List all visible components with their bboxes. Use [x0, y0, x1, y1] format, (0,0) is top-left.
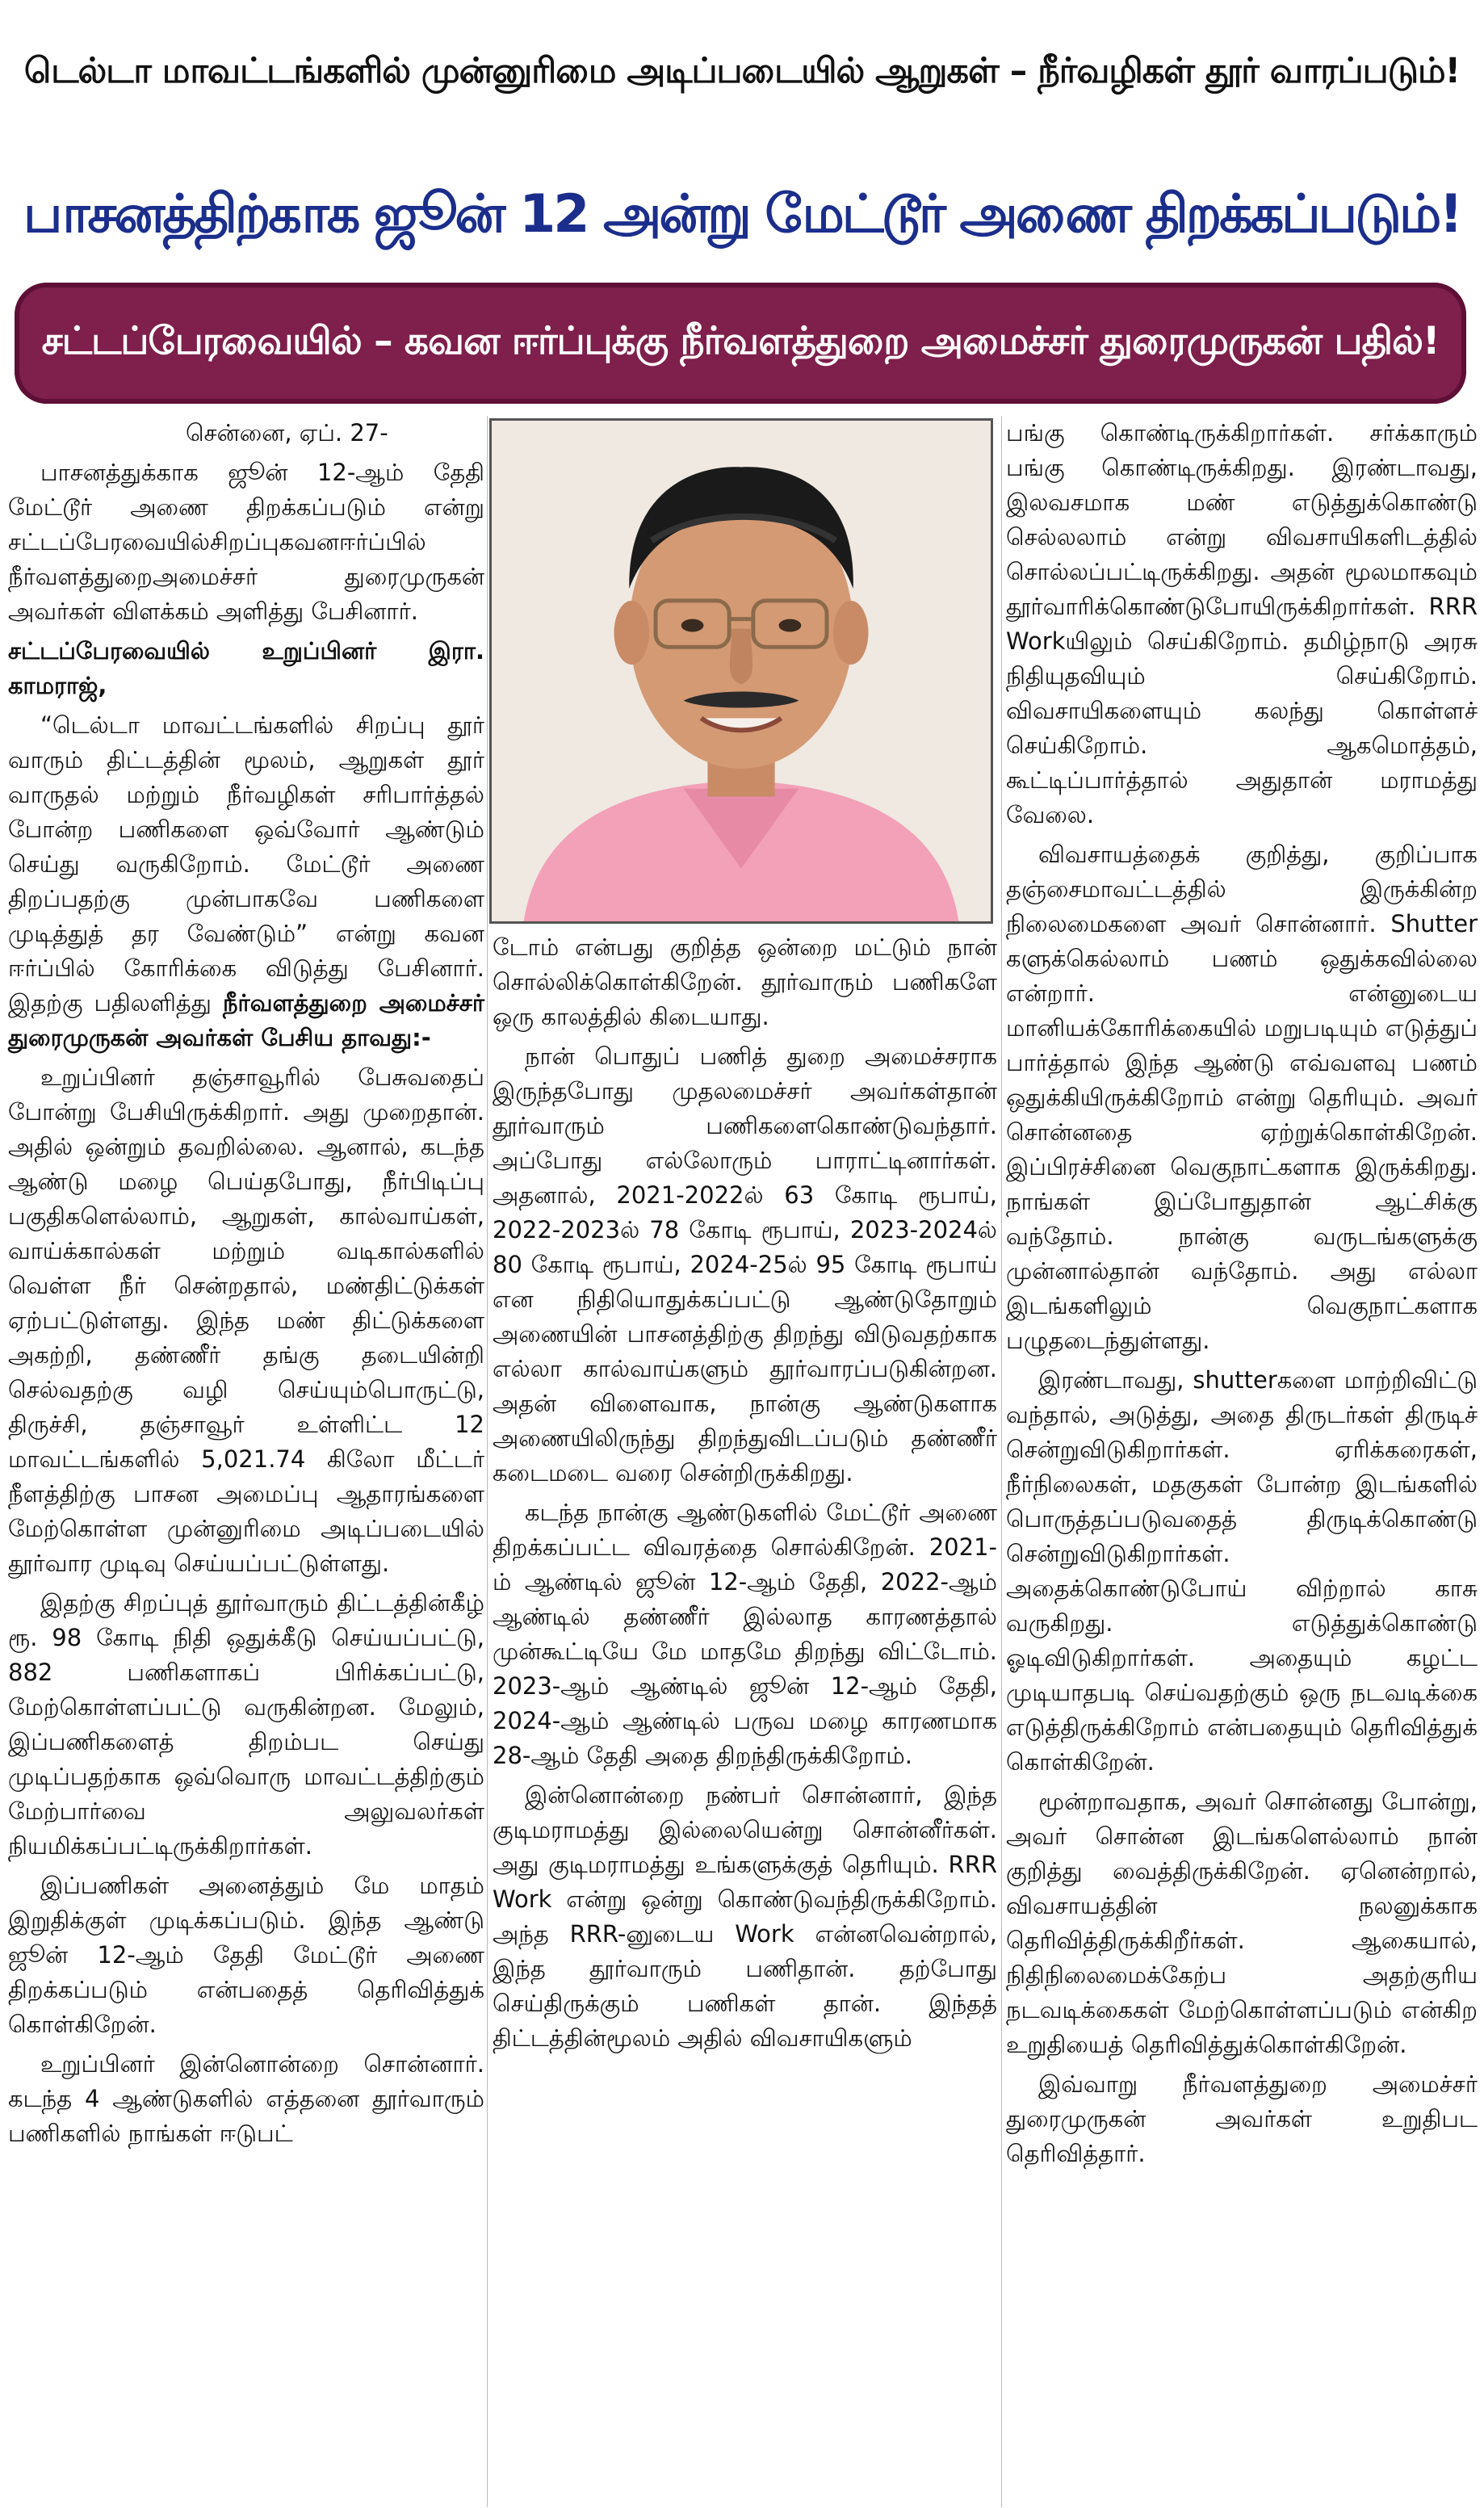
paragraph: டோம் என்பது குறித்த ஒன்றை மட்டும் நான் சொல்லிக்கொள்கிறேன். தூர்வாரும் பணிகளே ஒரு காலத்தில் கிடையாது. [493, 933, 997, 1030]
paragraph-bold [8, 634, 484, 703]
article-column-1 [8, 416, 484, 2156]
paragraph: உறுப்பினர் இன்னொன்றை சொன்னார். கடந்த 4 ஆண்டுகளில் எத்தனை தூர்வாரும் பணிகளில் நாங்கள் ஈடுபட் [8, 2050, 484, 2147]
paragraph: நான் பொதுப் பணித் துறை அமைச்சராக இருந்தபோது முதலமைச்சர் அவர்கள்தான் தூர்வாரும் பணிகளைகொண்டுவந்தார். அப்போது எல்லோரும் பாராட்டினார்கள். அதனால், 2021-2022ல் 63 கோடி ரூபாய், 2022-2023ல் 78 கோடி ரூபாய், 2023-2024ல் 80 கோடி ரூபாய், 2024-25ல் 95 கோடி ரூபாய் என நிதியொதுக்கப்பட்டு ஆண்டுதோறும் அணையின் பாசனத்திற்கு திறந்து விடுவதற்காக எல்லா கால்வாய்களும் தூர்வாரப்படுகின்றன. அதன் விளைவாக, நான்கு ஆண்டுகளாக அணையிலிருந்து திறந்துவிடப்படும் தண்ணீர் கடைமடை வரை சென்றிருக்கிறது. [493, 1042, 997, 1487]
speaker-label: சட்டப்பேரவையில் உறுப்பினர் இரா. காமராஜ், [8, 637, 484, 699]
column-rule [487, 416, 488, 2507]
kicker-headline: டெல்டா மாவட்டங்களில் முன்னுரிமை அடிப்படையில் ஆறுகள் – நீர்வழிகள் தூர் வாரப்படும்! [23, 50, 1461, 91]
paragraph: பாசனத்துக்காக ஜூன் 12-ஆம் தேதி மேட்டூர் அணை திறக்கப்படும் என்று சட்டப்பேரவையில்சிறப்புகவனஈர்ப்பில் நீர்வளத்துறைஅமைச்சர் துரைமுருகன் அவர்கள் விளக்கம் அளித்து பேசினார். [8, 459, 484, 625]
main-headline: பாசனத்திற்காக ஜூன் 12 அன்று மேட்டூர் அணை திறக்கப்படும்! [23, 184, 1461, 245]
paragraph: இன்னொன்றை நண்பர் சொன்னார், இந்த குடிமராமத்து இல்லையென்று சொன்னீர்கள். அது குடிமராமத்து உங்களுக்குத் தெரியும். RRR Work என்று ஒன்று கொண்டுவந்திருக்கிறோம். அந்த RRR-னுடைய Work என்னவென்றால், இந்த தூர்வாரும் பணிதான். தற்போது செய்திருக்கும் பணிகள் தான். இந்தத் திட்டத்தின்மூலம் அதில் விவசாயிகளும் [493, 1781, 997, 2052]
paragraph: உறுப்பினர் தஞ்சாவூரில் பேசுவதைப் போன்று பேசியிருக்கிறார். அது முறைதான். அதில் ஒன்றும் தவறில்லை. ஆனால், கடந்த ஆண்டு மழை பெய்தபோது, நீர்பிடிப்பு பகுதிகளெல்லாம், ஆறுகள், கால்வாய்கள், வாய்க்கால்கள் மற்றும் வடிகால்களில் வெள்ள நீர் சென்றதால், மண்திட்டுக்கள் ஏற்பட்டுள்ளது. இந்த மண் திட்டுக்களை அகற்றி, தண்ணீர் தங்கு தடையின்றி செல்வதற்கு வழி செய்யும்பொருட்டு, திருச்சி, தஞ்சாவூர் உள்ளிட்ட 12 மாவட்டங்களில் 5,021.74 கிலோ மீட்டர் நீளத்திற்கு பாசன அமைப்பு ஆதாரங்களை மேற்கொள்ள முன்னுரிமை அடிப்படையில் தூர்வார முடிவு செய்யப்பட்டுள்ளது. [8, 1063, 484, 1577]
column-rule [1001, 416, 1002, 2507]
paragraph: மூன்றாவதாக, அவர் சொன்னது போன்று, அவர் சொன்ன இடங்களெல்லாம் நான் குறித்து வைத்திருக்கிறேன். ஏனென்றால், விவசாயத்தின் நலனுக்காக தெரிவித்திருக்கிறீர்கள். ஆகையால், நிதிநிலைமைக்கேற்ப அதற்குரிய நடவடிக்கைகள் மேற்கொள்ளப்படும் என்கிற உறுதியைத் தெரிவித்துக்கொள்கிறேன். [1006, 1788, 1478, 2058]
paragraph: பங்கு கொண்டிருக்கிறார்கள். சர்க்காரும் பங்கு கொண்டிருக்கிறது. இரண்டாவது, இலவசமாக மண் எடுத்துக்கொண்டு செல்லலாம் என்று விவசாயிகளிடத்தில் சொல்லப்பட்டிருக்கிறது. அதன் மூலமாகவும் தூர்வாரிக்கொண்டுபோயிருக்கிறார்கள். RRR Workயிலும் செய்கிறோம். தமிழ்நாடு அரசு நிதியுதவியும் செய்கிறோம். விவசாயிகளையும் கலந்து கொள்ளச் செய்கிறோம். ஆகமொத்தம், கூட்டிப்பார்த்தால் அதுதான் மராமத்து வேலை. [1006, 419, 1478, 828]
sub-headline-band [15, 283, 1466, 404]
quote-text: “டெல்டா மாவட்டங்களில் சிறப்பு தூர் வாரும் திட்டத்தின் மூலம், ஆறுகள் தூர் வாருதல் மற்றும் நீர்வழிகள் சரிபார்த்தல் போன்ற பணிகளை ஒவ்வோர் ஆண்டும் செய்து வருகிறோம். மேட்டூர் அணை திறப்பதற்கு முன்பாகவே பணிகளை முடித்துத் தர வேண்டும்” என்று கவன ஈர்ப்பில் கோரிக்கை விடுத்து பேசினார். இதற்கு பதிலளித்து [8, 711, 484, 1017]
sub-headline-text: சட்டப்பேரவையில் – கவன ஈர்ப்புக்கு நீர்வளத்துறை அமைச்சர் துரைமுருகன் பதில்! [41, 318, 1440, 363]
speaker-label: நீர்வளத்துறை அமைச்சர் துரைமுருகன் அவர்கள் பேசிய தாவது:- [8, 989, 484, 1051]
paragraph: இதற்கு சிறப்புத் தூர்வாரும் திட்டத்தின்கீழ் ரூ. 98 கோடி நிதி ஒதுக்கீடு செய்யப்பட்டு, 882 பணிகளாகப் பிரிக்கப்பட்டு, மேற்கொள்ளப்பட்டு வருகின்றன. மேலும், இப்பணிகளைத் திறம்பட செய்து முடிப்பதற்காக ஒவ்வொரு மாவட்டத்திற்கும் மேற்பார்வை அலுவலர்கள் நியமிக்கப்பட்டிருக்கிறார்கள். [8, 1589, 484, 1860]
minister-photo [489, 418, 993, 924]
article-column-2 [493, 930, 997, 2061]
paragraph: இரண்டாவது, shutterகளை மாற்றிவிட்டு வந்தால், அடுத்து, அதை திருடர்கள் திருடிச் சென்றுவிடுகிறார்கள். ஏரிக்கரைகள், நீர்நிலைகள், மதகுகள் போன்ற இடங்களில் பொருத்தப்படுவதைத் திருடிக்கொண்டு சென்றுவிடுகிறார்கள். அதைக்கொண்டுபோய் விற்றால் காசு வருகிறது. எடுத்துக்கொண்டு ஓடிவிடுகிறார்கள். அதையும் கழட்ட முடியாதபடி செய்வதற்கும் ஒரு நடவடிக்கை எடுத்திருக்கிறோம் என்பதையும் தெரிவித்துக் கொள்கிறேன். [1006, 1366, 1478, 1776]
portrait-illustration [492, 421, 991, 921]
paragraph: விவசாயத்தைக் குறித்து, குறிப்பாக தஞ்சைமாவட்டத்தில் இருக்கின்ற நிலைமைகளை அவர் சொன்னார். Shutter களுக்கெல்லாம் பணம் ஒதுக்கவில்லை என்றார். என்னுடைய மானியக்கோரிக்கையில் மறுபடியும் எடுத்துப் பார்த்தால் இந்த ஆண்டு எவ்வளவு பணம் ஒதுக்கியிருக்கிறோம் என்று தெரியும். அவர் சொன்னதை ஏற்றுக்கொள்கிறேன். இப்பிரச்சினை வெகுநாட்களாக இருக்கிறது. நாங்கள் இப்போதுதான் ஆட்சிக்கு வந்தோம். நான்கு வருடங்களுக்கு முன்னால்தான் வந்தோம். அது எல்லா இடங்களிலும் வெகுநாட்களாக பழுதடைந்துள்ளது. [1006, 841, 1478, 1354]
paragraph: இவ்வாறு நீர்வளத்துறை அமைச்சர் துரைமுருகன் அவர்கள் உறுதிபட தெரிவித்தார். [1006, 2070, 1478, 2167]
paragraph: இப்பணிகள் அனைத்தும் மே மாதம் இறுதிக்குள் முடிக்கப்படும். இந்த ஆண்டு ஜூன் 12-ஆம் தேதி மேட்டூர் அணை திறக்கப்படும் என்பதைத் தெரிவித்துக் கொள்கிறேன். [8, 1872, 484, 2038]
dateline: சென்னை, ஏப். 27- [186, 419, 388, 447]
article-column-3 [1006, 416, 1478, 2176]
paragraph: கடந்த நான்கு ஆண்டுகளில் மேட்டூர் அணை திறக்கப்பட்ட விவரத்தை சொல்கிறேன். 2021-ம் ஆண்டில் ஜூன் 12-ஆம் தேதி, 2022-ஆம் ஆண்டில் தண்ணீர் இல்லாத காரணத்தால் முன்கூட்டியே மே மாதமே திறந்து விட்டோம். 2023-ஆம் ஆண்டில் ஜூன் 12-ஆம் தேதி, 2024-ஆம் ஆண்டில் பருவ மழை காரணமாக 28-ஆம் தேதி அதை திறந்திருக்கிறோம். [493, 1499, 997, 1769]
paragraph [8, 708, 484, 1055]
